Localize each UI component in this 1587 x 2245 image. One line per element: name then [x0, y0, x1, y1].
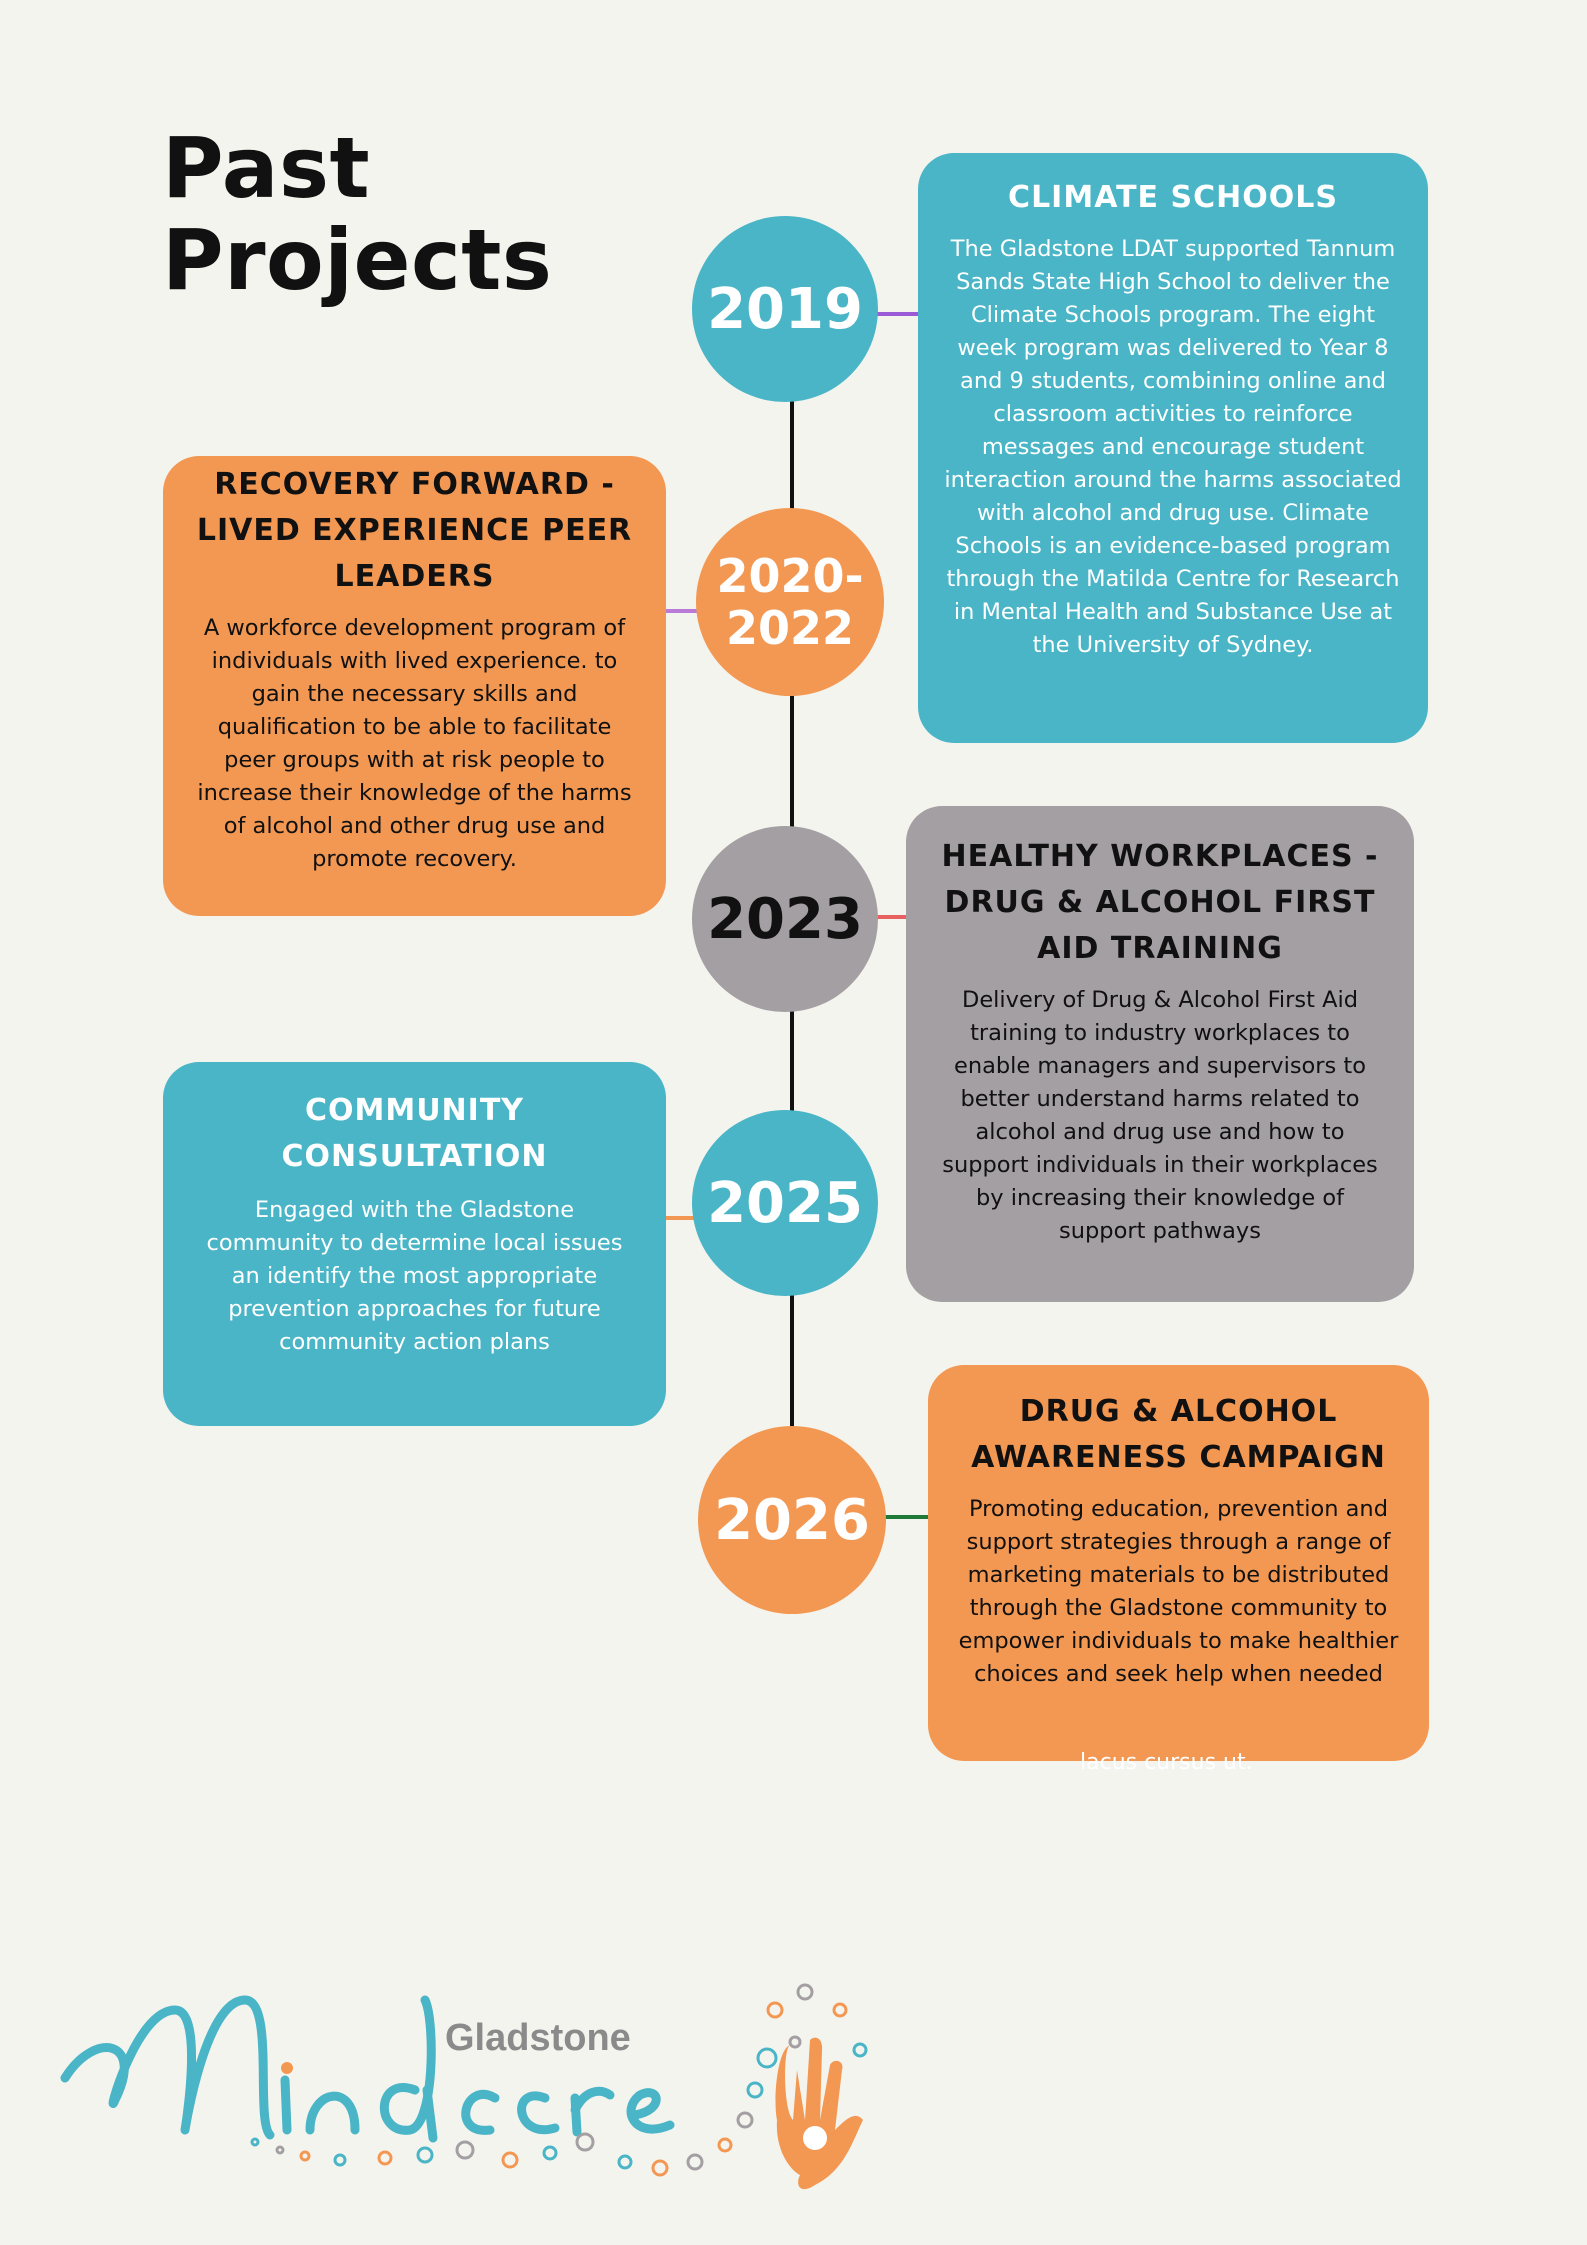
year-label-2026: 2026	[714, 1487, 870, 1553]
stray-text: lacus cursus ut.	[1080, 1750, 1253, 1775]
connector-2019	[874, 312, 918, 316]
connector-2026	[880, 1515, 928, 1519]
year-label-2019: 2019	[707, 276, 863, 342]
year-circle-2025	[692, 1110, 878, 1296]
card-title: COMMUNITY CONSULTATION	[281, 1093, 548, 1174]
year-label-2023: 2023	[707, 886, 863, 952]
card-title: CLIMATE SCHOOLS	[1008, 180, 1338, 215]
card-body: Engaged with the Gladstone community to determine local issues an identify the most appropriate prevention approaches for future community action plans	[206, 1197, 623, 1355]
card-body: The Gladstone LDAT supported Tannum Sands State High School to deliver the Climate Schools program. The eight week program was delivered to Year 8 and 9 students, combining online and classroom activities to reinforce messages and encourage student interaction around the harms associated with alcohol and drug use. Climate Schools is an evidence-based program through the Matilda Centre for Research in Mental Health and Substance Use at the University of Sydney.	[944, 236, 1402, 658]
year-circle-2026	[698, 1426, 886, 1614]
year-circle-2023	[692, 826, 878, 1012]
connector-2023	[874, 915, 906, 919]
hand-icon	[776, 2038, 863, 2189]
page-title	[162, 119, 553, 309]
card-title: HEALTHY WORKPLACES - DRUG & ALCOHOL FIRST AID TRAINING	[941, 839, 1379, 966]
card-title: RECOVERY FORWARD - LIVED EXPERIENCE PEER LEADERS	[196, 467, 633, 594]
card-climate-schools	[918, 153, 1428, 743]
card-body: Delivery of Drug & Alcohol First Aid training to industry workplaces to enable managers and supervisors to better understand harms related to alcohol and drug use and how to support individuals in their workplaces by increasing their knowledge of support pathways	[942, 987, 1378, 1244]
logo-dots	[252, 1985, 866, 2175]
year-label-2025: 2025	[707, 1170, 863, 1236]
page-title-line-2: Projects	[162, 211, 553, 309]
card-community-consultation	[163, 1062, 666, 1426]
card-body: A workforce development program of individuals with lived experience. to gain the necessary skills and qualification to be able to facilitate peer groups with at risk people to increase their knowledge of the harms of alcohol and other drug use and promote recovery.	[197, 615, 632, 872]
year-label-2020: 2020-	[716, 549, 864, 603]
year-label-2022: 2022	[725, 601, 855, 655]
mindcare-logo	[55, 1970, 885, 2210]
page-title-line-1: Past	[162, 119, 371, 217]
card-body: Promoting education, prevention and support strategies through a range of marketing materials to be distributed through the Gladstone community to empower individuals to make healthier choices and seek help when needed	[958, 1496, 1399, 1687]
connector-2025	[666, 1216, 694, 1220]
card-healthy-workplaces	[906, 806, 1414, 1302]
logo-place-text: Gladstone	[445, 2017, 631, 2059]
card-recovery-forward	[163, 456, 666, 916]
year-circle-2020-2022	[696, 508, 884, 696]
card-awareness-campaign	[928, 1365, 1429, 1761]
year-circle-2019	[692, 216, 878, 402]
card-title: DRUG & ALCOHOL AWARENESS CAMPAIGN	[971, 1394, 1386, 1475]
